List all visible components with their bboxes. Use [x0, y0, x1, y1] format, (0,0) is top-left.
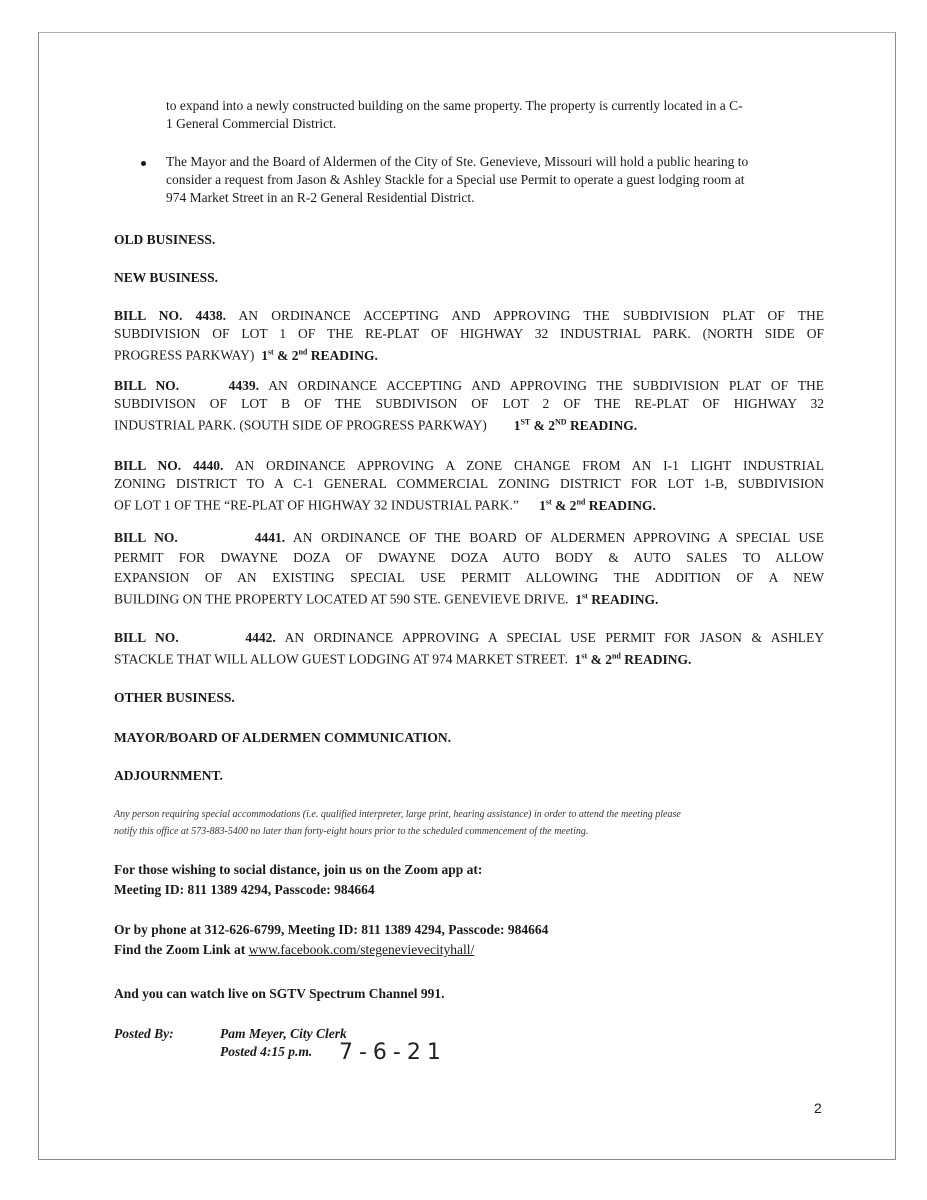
sgtv-info: And you can watch live on SGTV Spectrum Channel 991. [114, 986, 445, 1001]
page-number: 2 [814, 1100, 822, 1116]
facebook-zoom-link[interactable]: www.facebook.com/stegenevievecityhall/ [248, 942, 475, 957]
zoom-meeting-id: Meeting ID: 811 1389 4294, Passcode: 984664 [114, 882, 375, 897]
handwritten-date: 7-6-21 [339, 1040, 447, 1065]
zoom-intro: For those wishing to social distance, join us on the Zoom app at: [114, 862, 483, 877]
bill-4441-line-4: BUILDING ON THE PROPERTY LOCATED AT 590 STE. GENEVIEVE DRIVE. 1st READING. [114, 591, 659, 607]
hearing-notice-line-3: 974 Market Street in an R-2 General Residential District. [166, 190, 475, 205]
heading-new-business: NEW BUSINESS. [114, 270, 219, 285]
bill-4439-reading: 1ST & 2ND READING. [513, 417, 638, 433]
bill-4442-line-1: BILL NO. 4442. AN ORDINANCE APPROVING A SPECIAL USE PERMIT FOR JASON & ASHLEY [114, 630, 824, 645]
clerk-name: Pam Meyer, City Clerk [220, 1026, 347, 1041]
heading-old-business: OLD BUSINESS. [114, 232, 216, 247]
bill-4442-line-2: STACKLE THAT WILL ALLOW GUEST LODGING AT 974 MARKET STREET. 1st & 2nd READING. [114, 651, 692, 667]
heading-other-business: OTHER BUSINESS. [114, 690, 235, 705]
bill-4442-reading: 1st & 2nd READING. [574, 651, 692, 667]
continued-text-line-2: 1 General Commercial District. [166, 116, 337, 131]
bill-4441-line-1: BILL NO. 4441. AN ORDINANCE OF THE BOARD OF ALDERMEN APPROVING A SPECIAL USE [114, 530, 824, 545]
bill-4438-line-1: BILL NO. 4438. AN ORDINANCE ACCEPTING AND APPROVING THE SUBDIVISION PLAT OF THE [114, 308, 825, 323]
bill-4438-line-2: SUBDIVISION OF LOT 1 OF THE RE-PLAT OF HIGHWAY 32 INDUSTRIAL PARK. (NORTH SIDE OF [114, 326, 824, 341]
bill-4440-reading: 1st & 2nd READING. [539, 497, 656, 513]
accommodation-notice-line-1: Any person requiring special accommodations (i.e. qualified interpreter, large print, hearing assistance) in order to attend the meeting please [114, 809, 681, 820]
bill-4438-reading: 1st & 2nd READING. [261, 347, 378, 363]
bill-4440-line-3: OF LOT 1 OF THE “RE-PLAT OF HIGHWAY 32 INDUSTRIAL PARK.” 1st & 2nd READING. [114, 497, 656, 513]
heading-adjournment: ADJOURNMENT. [114, 768, 223, 783]
bullet-point-icon [141, 161, 146, 166]
posted-by-label: Posted By: [114, 1026, 174, 1041]
hearing-notice-line-1: The Mayor and the Board of Aldermen of the City of Ste. Genevieve, Missouri will hold a public hearing to [166, 154, 749, 169]
heading-board-communication: MAYOR/BOARD OF ALDERMEN COMMUNICATION. [114, 730, 451, 745]
zoom-phone-info: Or by phone at 312-626-6799, Meeting ID: 811 1389 4294, Passcode: 984664 [114, 922, 549, 937]
hearing-notice-line-2: consider a request from Jason & Ashley Stackle for a Special use Permit to operate a guest lodging room at [166, 172, 745, 187]
bill-4438-line-3: PROGRESS PARKWAY) 1st & 2nd READING. [114, 347, 378, 363]
zoom-link-line: Find the Zoom Link at www.facebook.com/stegenevievecityhall/ [114, 942, 475, 957]
bill-4441-line-3: EXPANSION OF AN EXISTING SPECIAL USE PERMIT ALLOWING THE ADDITION OF A NEW [114, 570, 824, 585]
continued-text-line-1: to expand into a newly constructed building on the same property. The property is currently located in a C- [166, 98, 743, 113]
accommodation-notice-line-2: notify this office at 573-883-5400 no later than forty-eight hours prior to the scheduled commencement of the meeting. [114, 826, 589, 837]
bill-4441-reading: 1st READING. [575, 591, 659, 607]
bill-4439-line-2: SUBDIVISON OF LOT B OF THE SUBDIVISON OF LOT 2 OF THE RE-PLAT OF HIGHWAY 32 [114, 396, 824, 411]
bill-4439-line-1: BILL NO. 4439. AN ORDINANCE ACCEPTING AND APPROVING THE SUBDIVISION PLAT OF THE [114, 378, 825, 393]
bill-4441-line-2: PERMIT FOR DWAYNE DOZA OF DWAYNE DOZA AUTO BODY & AUTO SALES TO ALLOW [114, 550, 824, 565]
bill-4439-line-3: INDUSTRIAL PARK. (SOUTH SIDE OF PROGRESS PARKWAY) 1ST & 2ND READING. [114, 417, 638, 433]
bill-4440-line-1: BILL NO. 4440. AN ORDINANCE APPROVING A ZONE CHANGE FROM AN I-1 LIGHT INDUSTRIAL [114, 458, 824, 473]
posted-time: Posted 4:15 p.m. [220, 1044, 313, 1059]
bill-4440-line-2: ZONING DISTRICT TO A C-1 GENERAL COMMERCIAL ZONING DISTRICT FOR LOT 1-B, SUBDIVISION [114, 476, 824, 491]
